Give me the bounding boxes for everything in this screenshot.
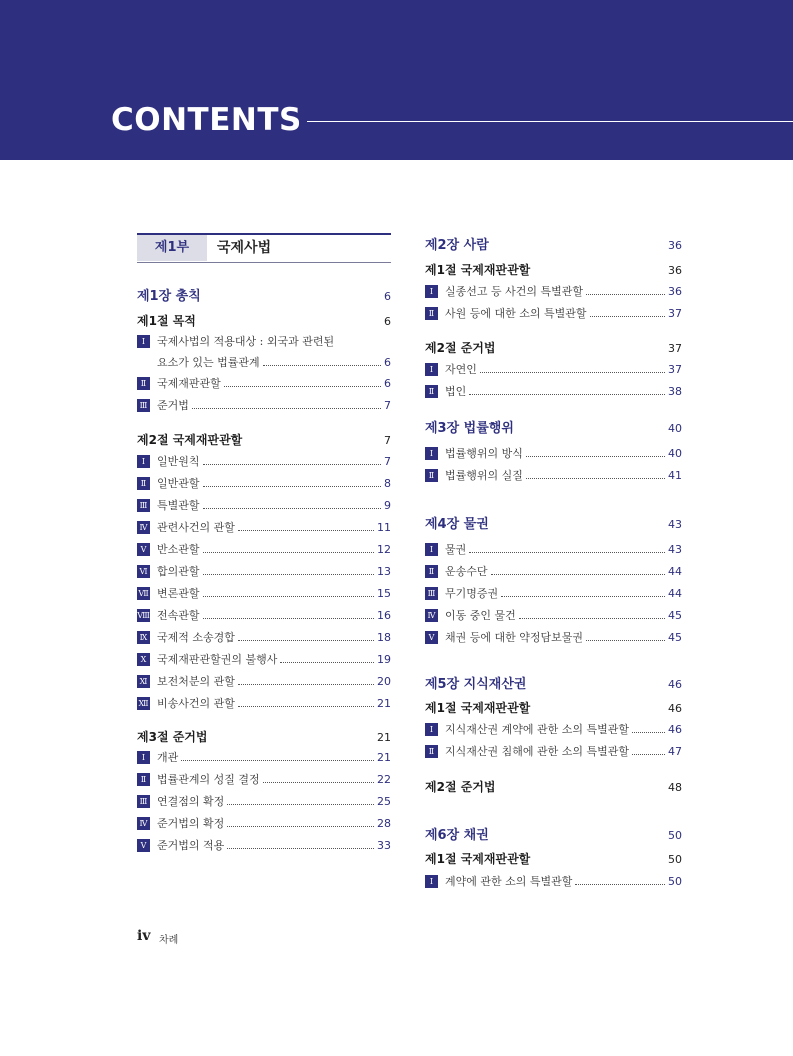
item-title: 준거법의 확정 <box>157 817 225 830</box>
roman-numeral-badge: Ⅰ <box>425 363 438 376</box>
roman-numeral-badge: Ⅳ <box>425 609 438 622</box>
roman-numeral-badge: Ⅳ <box>137 521 150 534</box>
toc-item[interactable] <box>137 695 391 711</box>
toc-item[interactable] <box>137 815 391 831</box>
toc-item[interactable] <box>137 475 391 491</box>
leader-dots <box>238 684 374 685</box>
item-page: 21 <box>377 696 391 710</box>
item-page: 43 <box>668 542 682 556</box>
item-page: 50 <box>668 874 682 888</box>
item-page: 15 <box>377 586 391 600</box>
roman-numeral-badge: Ⅱ <box>425 385 438 398</box>
roman-numeral-badge: Ⅰ <box>137 455 150 468</box>
leader-dots <box>238 530 374 531</box>
part-bottom-rule <box>137 262 391 263</box>
roman-numeral-badge: Ⅴ <box>137 543 150 556</box>
toc-item[interactable] <box>425 585 682 601</box>
part-heading <box>137 233 391 263</box>
toc-item[interactable] <box>425 445 682 461</box>
leader-dots <box>181 760 374 761</box>
roman-numeral-badge: Ⅱ <box>425 565 438 578</box>
chapter-page: 6 <box>384 290 391 303</box>
toc-item[interactable] <box>137 673 391 689</box>
item-title: 실종선고 등 사건의 특별관할 <box>445 285 584 298</box>
item-page: 38 <box>668 384 682 398</box>
toc-item[interactable] <box>425 467 682 483</box>
item-title: 비송사건의 관할 <box>157 697 235 710</box>
chapter-page: 43 <box>668 518 682 531</box>
item-page: 6 <box>384 355 391 369</box>
leader-dots <box>263 782 374 783</box>
item-page: 37 <box>668 362 682 376</box>
item-title: 채권 등에 대한 약정담보물권 <box>445 631 584 644</box>
item-page: 12 <box>377 542 391 556</box>
toc-section-5-1[interactable] <box>425 699 682 716</box>
toc-item[interactable] <box>425 541 682 557</box>
item-title: 반소관할 <box>157 543 200 556</box>
item-page: 45 <box>668 608 682 622</box>
part-title: 국제사법 <box>217 240 272 256</box>
item-page: 40 <box>668 446 682 460</box>
roman-numeral-badge: Ⅲ <box>137 399 150 412</box>
item-title: 국제적 소송경합 <box>157 631 235 644</box>
item-title: 일반관할 <box>157 477 200 490</box>
item-page: 18 <box>377 630 391 644</box>
chapter-page: 36 <box>668 239 682 252</box>
roman-numeral-badge: Ⅶ <box>138 588 149 598</box>
header-rule <box>307 121 793 122</box>
toc-item[interactable] <box>137 651 391 667</box>
item-page: 44 <box>668 564 682 578</box>
roman-numeral-badge: Ⅱ <box>137 377 150 390</box>
item-page: 45 <box>668 630 682 644</box>
toc-chapter-1[interactable] <box>137 285 391 304</box>
leader-dots <box>526 478 665 479</box>
roman-numeral-badge: Ⅱ <box>425 745 438 758</box>
roman-numeral-badge: Ⅳ <box>137 817 150 830</box>
leader-dots <box>192 408 381 409</box>
toc-item[interactable] <box>425 743 682 759</box>
section-page: 46 <box>668 702 682 715</box>
toc-section-2-1[interactable] <box>425 261 682 278</box>
item-page: 7 <box>384 454 391 468</box>
item-page: 21 <box>377 750 391 764</box>
chapter-page: 46 <box>668 678 682 691</box>
roman-numeral-badge: Ⅻ <box>138 698 149 708</box>
roman-numeral-badge: Ⅰ <box>137 335 150 348</box>
leader-dots <box>480 372 665 373</box>
leader-dots <box>203 596 374 597</box>
item-title: 물권 <box>445 543 467 556</box>
toc-item[interactable] <box>137 497 391 513</box>
toc-item[interactable] <box>137 749 391 765</box>
item-title: 특별관할 <box>157 499 200 512</box>
toc-chapter-5[interactable] <box>425 673 682 692</box>
item-title: 국제재판관할권의 불행사 <box>157 653 278 666</box>
leader-dots <box>590 316 666 317</box>
item-page: 33 <box>377 838 391 852</box>
item-page: 46 <box>668 722 682 736</box>
roman-numeral-badge: Ⅲ <box>137 499 150 512</box>
roman-numeral-badge: Ⅵ <box>137 565 150 578</box>
chapter-title: 제3장 법률행위 <box>425 421 514 436</box>
item-page: 41 <box>668 468 682 482</box>
toc-item[interactable] <box>137 585 391 601</box>
footer-label: 차례 <box>159 935 179 946</box>
toc-chapter-6[interactable] <box>425 824 682 843</box>
toc-item[interactable] <box>425 305 682 321</box>
toc-item[interactable] <box>137 793 391 809</box>
item-page: 9 <box>384 498 391 512</box>
item-page: 8 <box>384 476 391 490</box>
toc-item[interactable] <box>425 629 682 645</box>
section-title: 제1절 국제재판관할 <box>425 701 531 715</box>
chapter-title: 제5장 지식재산권 <box>425 677 527 692</box>
item-title: 계약에 관한 소의 특별관할 <box>445 875 573 888</box>
toc-item[interactable] <box>425 563 682 579</box>
leader-dots <box>586 640 665 641</box>
roman-numeral-badge: Ⅱ <box>425 307 438 320</box>
item-title: 준거법 <box>157 399 189 412</box>
leader-dots <box>203 552 374 553</box>
toc-section-2-2[interactable] <box>425 339 682 356</box>
section-page: 6 <box>384 315 391 328</box>
item-title: 법인 <box>445 385 467 398</box>
item-title: 일반원칙 <box>157 455 200 468</box>
leader-dots <box>519 618 665 619</box>
toc-item[interactable] <box>137 563 391 579</box>
toc-item[interactable] <box>425 361 682 377</box>
roman-numeral-badge: Ⅰ <box>425 875 438 888</box>
toc-item[interactable] <box>137 629 391 645</box>
leader-dots <box>203 464 381 465</box>
leader-dots <box>238 640 374 641</box>
leader-dots <box>469 394 665 395</box>
roman-numeral-badge: Ⅸ <box>137 631 150 644</box>
leader-dots <box>526 456 665 457</box>
item-title: 연결점의 확정 <box>157 795 225 808</box>
toc-item-continuation[interactable] <box>157 354 391 370</box>
item-title: 변론관할 <box>157 587 200 600</box>
leader-dots <box>227 826 374 827</box>
item-page: 44 <box>668 586 682 600</box>
toc-section-1-3[interactable] <box>137 728 391 745</box>
item-title: 전속관할 <box>157 609 200 622</box>
roman-numeral-badge: Ⅰ <box>425 543 438 556</box>
section-title: 제2절 준거법 <box>425 341 496 355</box>
section-title: 제2절 준거법 <box>425 780 496 794</box>
section-title: 제3절 준거법 <box>137 730 208 744</box>
roman-numeral-badge: Ⅰ <box>425 447 438 460</box>
roman-numeral-badge: Ⅲ <box>137 795 150 808</box>
roman-numeral-badge: Ⅴ <box>425 631 438 644</box>
part-label: 제1부 <box>137 235 207 261</box>
toc-section-5-2[interactable] <box>425 778 682 795</box>
leader-dots <box>280 662 374 663</box>
item-title: 국제재판관할 <box>157 377 221 390</box>
chapter-title: 제1장 총칙 <box>137 289 201 304</box>
item-page: 16 <box>377 608 391 622</box>
contents-title: CONTENTS <box>111 102 302 138</box>
toc-chapter-3[interactable] <box>425 417 682 436</box>
item-title: 합의관할 <box>157 565 200 578</box>
leader-dots <box>238 706 374 707</box>
item-page: 28 <box>377 816 391 830</box>
item-page: 19 <box>377 652 391 666</box>
item-title: 이동 중인 물건 <box>445 609 516 622</box>
item-page: 22 <box>377 772 391 786</box>
toc-chapter-2[interactable] <box>425 234 682 253</box>
item-title: 보전처분의 관할 <box>157 675 235 688</box>
roman-numeral-badge: Ⅲ <box>425 587 438 600</box>
chapter-page: 50 <box>668 829 682 842</box>
roman-numeral-badge: Ⅺ <box>137 675 150 688</box>
item-title: 운송수단 <box>445 565 488 578</box>
leader-dots <box>203 618 374 619</box>
chapter-title: 제6장 채권 <box>425 828 489 843</box>
toc-item[interactable] <box>425 873 682 889</box>
leader-dots <box>203 574 374 575</box>
item-page: 11 <box>377 520 391 534</box>
item-title: 개관 <box>157 751 179 764</box>
section-title: 제2절 국제재판관할 <box>137 433 243 447</box>
item-title: 관련사건의 관할 <box>157 521 235 534</box>
item-title: 자연인 <box>445 363 477 376</box>
section-title: 제1절 목적 <box>137 314 196 328</box>
item-title: 지식재산권 계약에 관한 소의 특별관할 <box>445 723 630 736</box>
item-title: 사원 등에 대한 소의 특별관할 <box>445 307 587 320</box>
item-title-cont: 요소가 있는 법률관계 <box>157 356 260 369</box>
toc-section-1-1[interactable] <box>137 312 391 329</box>
leader-dots <box>227 848 374 849</box>
roman-numeral-badge: Ⅴ <box>137 839 150 852</box>
toc-section-6-1[interactable] <box>425 850 682 867</box>
item-page: 36 <box>668 284 682 298</box>
toc-item[interactable] <box>137 771 391 787</box>
leader-dots <box>575 884 665 885</box>
item-page: 20 <box>377 674 391 688</box>
item-title: 법률행위의 방식 <box>445 447 523 460</box>
leader-dots <box>263 365 381 366</box>
chapter-page: 40 <box>668 422 682 435</box>
section-page: 37 <box>668 342 682 355</box>
leader-dots <box>632 732 665 733</box>
toc-item[interactable] <box>425 607 682 623</box>
section-page: 50 <box>668 853 682 866</box>
leader-dots <box>227 804 374 805</box>
item-page: 25 <box>377 794 391 808</box>
roman-numeral-badge: Ⅷ <box>137 610 150 620</box>
leader-dots <box>469 552 665 553</box>
roman-numeral-badge: Ⅱ <box>425 469 438 482</box>
leader-dots <box>491 574 665 575</box>
leader-dots <box>203 508 381 509</box>
leader-dots <box>632 754 665 755</box>
toc-item[interactable] <box>137 333 391 349</box>
roman-numeral-badge: Ⅱ <box>137 773 150 786</box>
item-page: 13 <box>377 564 391 578</box>
item-page: 7 <box>384 398 391 412</box>
leader-dots <box>501 596 665 597</box>
section-page: 7 <box>384 434 391 447</box>
item-title: 법률행위의 실질 <box>445 469 523 482</box>
item-page: 37 <box>668 306 682 320</box>
toc-item[interactable] <box>137 837 391 853</box>
item-title: 법률관계의 성질 결정 <box>157 773 260 786</box>
toc-item[interactable] <box>137 519 391 535</box>
toc-item[interactable] <box>137 607 391 623</box>
item-page: 6 <box>384 376 391 390</box>
item-title: 무기명증권 <box>445 587 499 600</box>
item-page: 47 <box>668 744 682 758</box>
toc-item[interactable] <box>137 453 391 469</box>
item-title: 준거법의 적용 <box>157 839 225 852</box>
section-title: 제1절 국제재판관할 <box>425 263 531 277</box>
toc-item[interactable] <box>137 375 391 391</box>
chapter-title: 제2장 사람 <box>425 238 489 253</box>
leader-dots <box>203 486 381 487</box>
chapter-title: 제4장 물권 <box>425 517 489 532</box>
leader-dots <box>224 386 381 387</box>
toc-item[interactable] <box>137 541 391 557</box>
toc-section-1-2[interactable] <box>137 431 391 448</box>
section-page: 21 <box>377 731 391 744</box>
item-title: 국제사법의 적용대상 : 외국과 관련된 <box>157 335 335 348</box>
roman-numeral-badge: Ⅰ <box>425 723 438 736</box>
toc-item[interactable] <box>425 283 682 299</box>
section-title: 제1절 국제재판관할 <box>425 852 531 866</box>
roman-numeral-badge: Ⅰ <box>137 751 150 764</box>
toc-chapter-4[interactable] <box>425 513 682 532</box>
roman-numeral-badge: Ⅹ <box>137 653 150 666</box>
roman-numeral-badge: Ⅱ <box>137 477 150 490</box>
toc-item[interactable] <box>137 397 391 413</box>
leader-dots <box>586 294 665 295</box>
header-banner <box>0 0 793 160</box>
footer-page-number: iv <box>137 928 151 944</box>
toc-item[interactable] <box>425 721 682 737</box>
item-title: 지식재산권 침해에 관한 소의 특별관할 <box>445 745 630 758</box>
section-page: 48 <box>668 781 682 794</box>
section-page: 36 <box>668 264 682 277</box>
roman-numeral-badge: Ⅰ <box>425 285 438 298</box>
toc-item[interactable] <box>425 383 682 399</box>
